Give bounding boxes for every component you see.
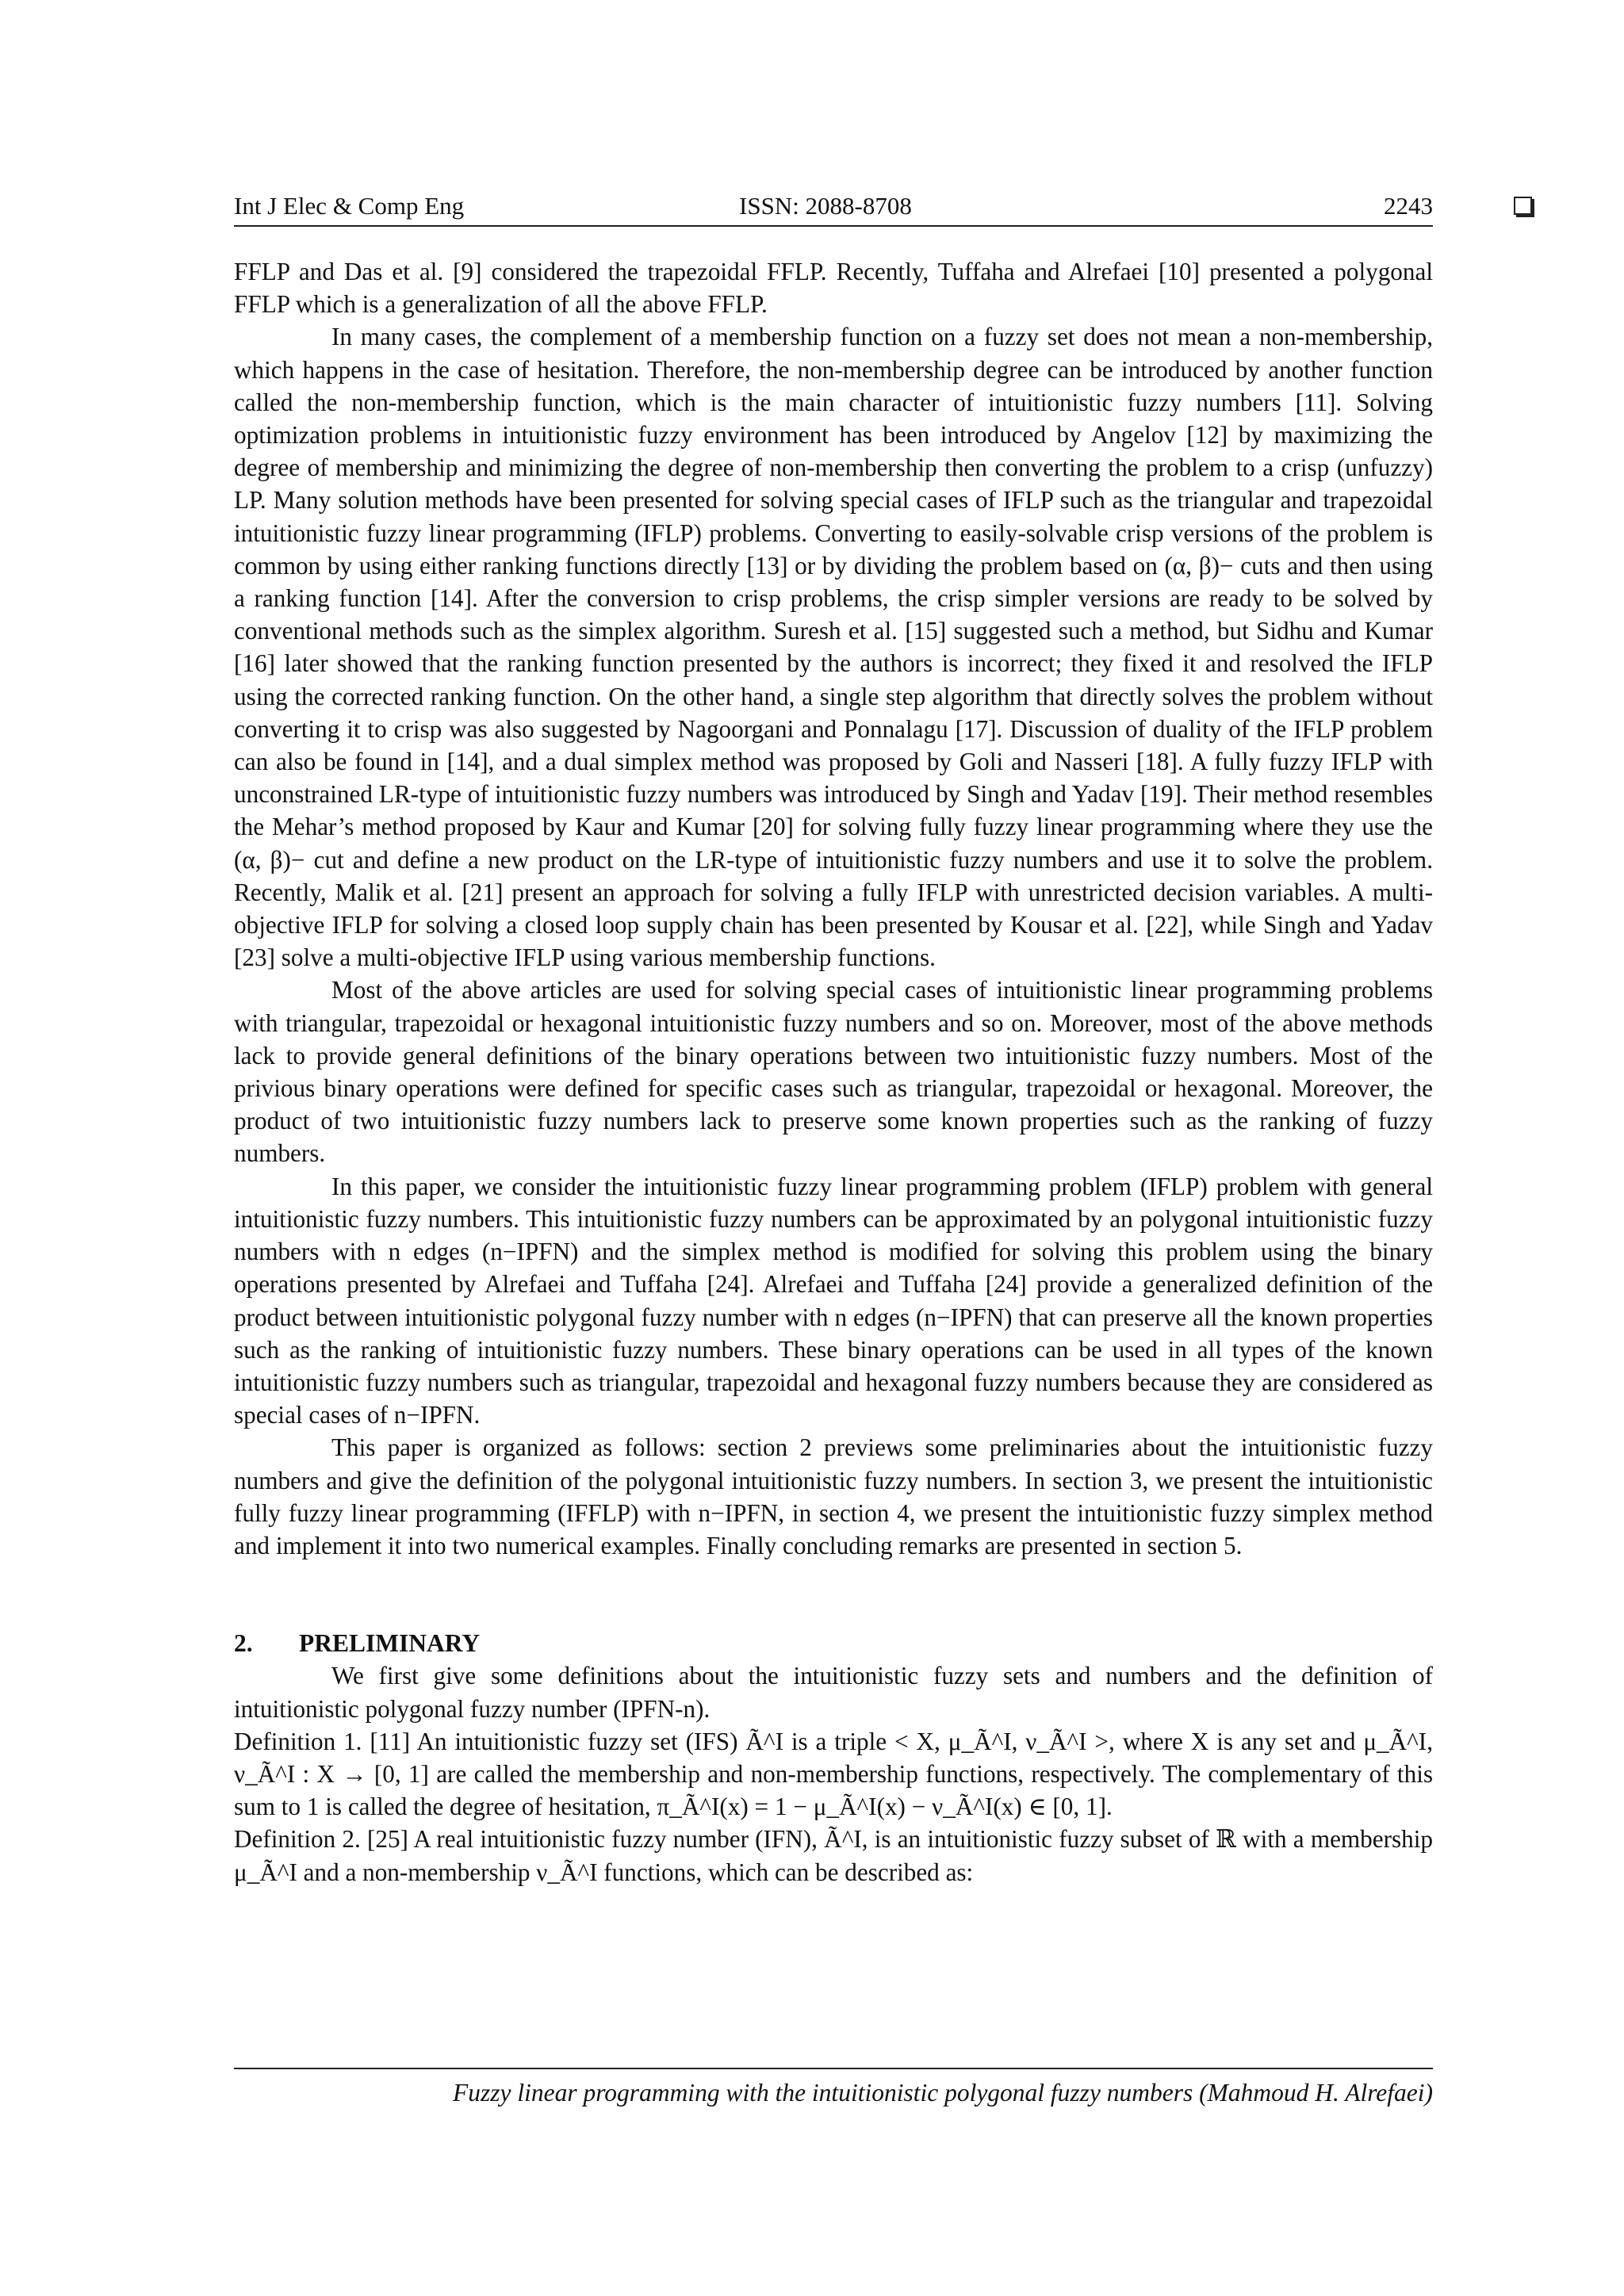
square-icon xyxy=(1514,197,1532,215)
running-footer: Fuzzy linear programming with the intuitionistic polygonal fuzzy numbers (Mahmoud H. Alrefaei) xyxy=(452,2079,1433,2107)
section-heading xyxy=(234,1627,1433,1659)
journal-name: Int J Elec & Comp Eng xyxy=(234,192,465,220)
definition-2: Definition 2. [25] A real intuitionistic fuzzy number (IFN), Ã^I, is an intuitionistic fuzzy subset of ℝ with a membership μ_Ã^I and a non-membership ν_Ã^I functions, which can be described as: xyxy=(234,1825,1433,1886)
page-header xyxy=(234,189,1433,227)
definition-1: Definition 1. [11] An intuitionistic fuzzy set (IFS) Ã^I is a triple < X, μ_Ã^I, ν_Ã^I >, where X is any set and μ_Ã^I, ν_Ã^I : X → [0, 1] are called the membership and non-membership functions, respectively. The complementary of this sum to 1 is called the degree of hesitation, π_Ã^I(x) = 1 − μ_Ã^I(x) − ν_Ã^I(x) ∈ [0, 1]. xyxy=(234,1727,1433,1821)
paragraph-continuation: FFLP and Das et al. [9] considered the trapezoidal FFLP. Recently, Tuffaha and Alrefaei [10] presented a polygonal FFLP which is a generalization of all the above FFLP. xyxy=(234,258,1433,319)
section-intro: We first give some definitions about the intuitionistic fuzzy sets and numbers and the definition of intuitionistic polygonal fuzzy number (IPFN-n). xyxy=(234,1662,1433,1723)
section-title: PRELIMINARY xyxy=(299,1629,481,1658)
page-number: 2243 xyxy=(1384,192,1433,220)
article-body xyxy=(234,255,1433,1888)
paragraph: In this paper, we consider the intuitionistic fuzzy linear programming problem (IFLP) problem with general intuitionistic fuzzy numbers. This intuitionistic fuzzy numbers can be approximated by an polygonal intuitionistic fuzzy numbers with n edges (n−IPFN) and the simplex method is modified for solving this problem using the binary operations presented by Alrefaei and Tuffaha [24]. Alrefaei and Tuffaha [24] provide a generalized definition of the product between intuitionistic polygonal fuzzy number with n edges (n−IPFN) that can preserve all the known properties such as the ranking of intuitionistic fuzzy numbers. These binary operations can be used in all types of the known intuitionistic fuzzy numbers such as triangular, trapezoidal and hexagonal fuzzy numbers because they are considered as special cases of n−IPFN. xyxy=(234,1172,1433,1429)
section-number: 2. xyxy=(234,1629,253,1658)
paragraph: Most of the above articles are used for solving special cases of intuitionistic linear programming problems with triangular, trapezoidal or hexagonal intuitionistic fuzzy numbers and so on. Moreover, most of the above methods lack to provide general definitions of the binary operations between two intuitionistic fuzzy numbers. Most of the privious binary operations were defined for specific cases such as triangular, trapezoidal or hexagonal. Moreover, the product of two intuitionistic fuzzy numbers lack to preserve some known properties such as the ranking of fuzzy numbers. xyxy=(234,976,1433,1168)
paragraph: This paper is organized as follows: section 2 previews some preliminaries about the intuitionistic fuzzy numbers and give the definition of the polygonal intuitionistic fuzzy numbers. In section 3, we present the intuitionistic fully fuzzy linear programming (IFFLP) with n−IPFN, in section 4, we present the intuitionistic fuzzy simplex method and implement it into two numerical examples. Finally concluding remarks are presented in section 5. xyxy=(234,1433,1433,1559)
issn: ISSN: 2088-8708 xyxy=(739,192,912,220)
footer-rule xyxy=(234,2068,1433,2069)
paragraph: In many cases, the complement of a membership function on a fuzzy set does not mean a non-membership, which happens in the case of hesitation. Therefore, the non-membership degree can be introduced by another function called the non-membership function, which is the main character of intuitionistic fuzzy numbers [11]. Solving optimization problems in intuitionistic fuzzy environment has been introduced by Angelov [12] by maximizing the degree of membership and minimizing the degree of non-membership then converting the problem to a crisp (unfuzzy) LP. Many solution methods have been presented for solving special cases of IFLP such as the triangular and trapezoidal intuitionistic fuzzy linear programming (IFLP) problems. Converting to easily-solvable crisp versions of the problem is common by using either ranking functions directly [13] or by dividing the problem based on (α, β)− cuts and then using a ranking function [14]. After the conversion to crisp problems, the crisp simpler versions are ready to be solved by conventional methods such as the simplex algorithm. Suresh et al. [15] suggested such a method, but Sidhu and Kumar [16] later showed that the ranking function presented by the authors is incorrect; they fixed it and resolved the IFLP using the corrected ranking function. On the other hand, a single step algorithm that directly solves the problem without converting it to crisp was also suggested by Nagoorgani and Ponnalagu [17]. Discussion of duality of the IFLP problem can also be found in [14], and a dual simplex method was proposed by Goli and Nasseri [18]. A fully fuzzy IFLP with unconstrained LR-type of intuitionistic fuzzy numbers was introduced by Singh and Yadav [19]. Their method resembles the Mehar’s method proposed by Kaur and Kumar [20] for solving fully fuzzy linear programming where they use the (α, β)− cut and define a new product on the LR-type of intuitionistic fuzzy numbers and use it to solve the problem. Recently, Malik et al. [21] present an approach for solving a fully IFLP with unrestricted decision variables. A multi-objective IFLP for solving a closed loop supply chain has been presented by Kousar et al. [22], while Singh and Yadav [23] solve a multi-objective IFLP using various membership functions. xyxy=(234,323,1433,972)
